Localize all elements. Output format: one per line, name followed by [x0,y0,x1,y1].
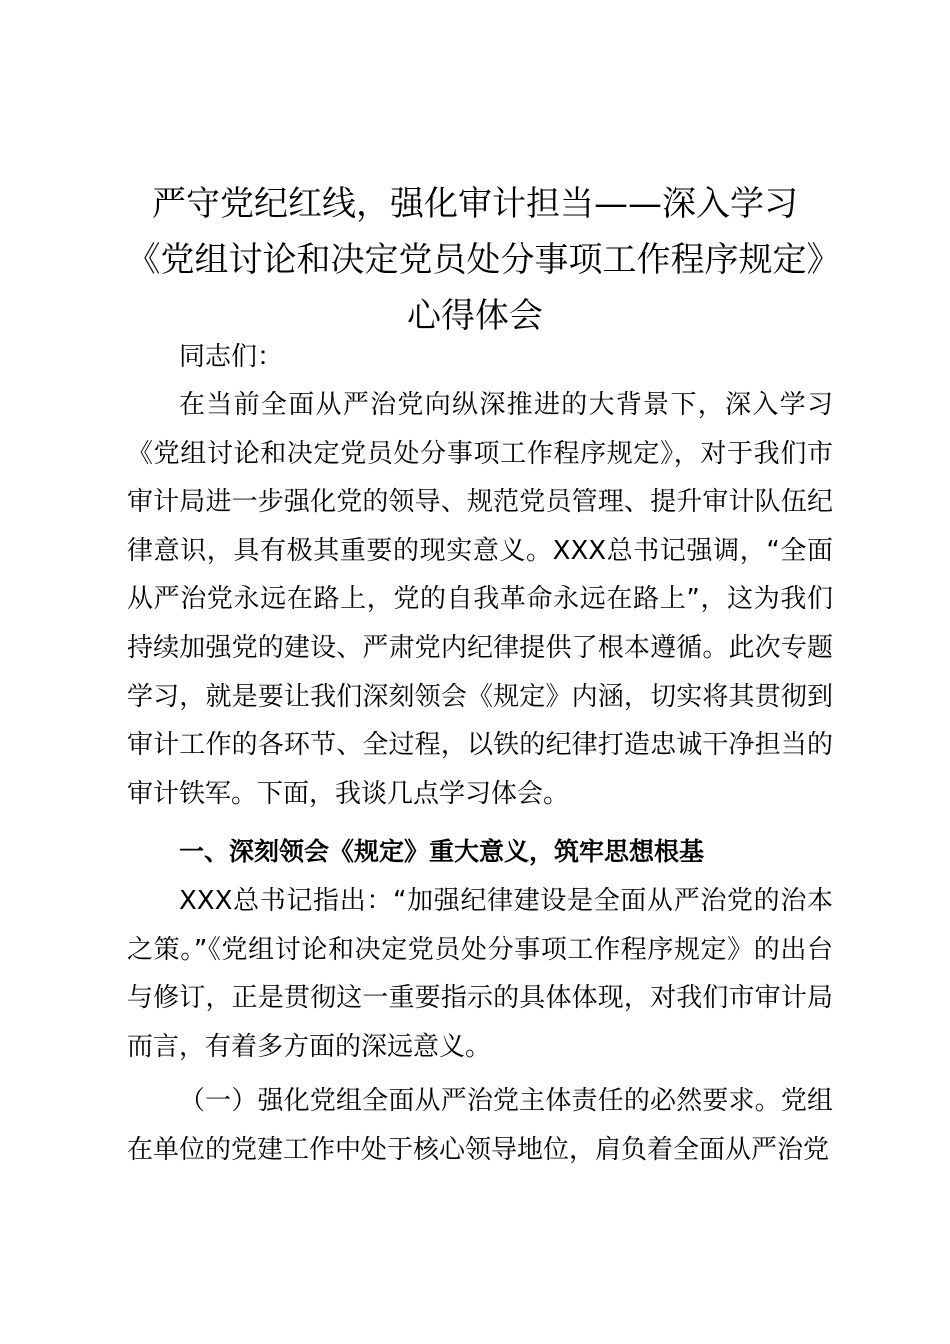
section-heading-1: 一、深刻领会《规定》重大意义，筑牢思想根基 [179,837,705,866]
paragraph-intro [127,381,833,818]
paragraph-intro-text: 在当前全面从严治党向纵深推进的大背景下，深入学习《党组讨论和决定党员处分事项工作程序规定》，对于我们市审计局进一步强化党的领导、规范党员管理、提升审计队伍纪律意识，具有极其重要的现实意义。XXX总书记强调，“全面从严治党永远在路上，党的自我革命永远在路上”，这为我们持续加强党的建设、严肃党内纪律提供了根本遵循。此次专题学习，就是要让我们深刻领会《规定》内涵，切实将其贯彻到审计工作的各环节、全过程，以铁的纪律打造忠诚干净担当的审计铁军。下面，我谈几点学习体会。 [127,390,833,809]
paragraph-subsection-1 [127,1077,833,1174]
paragraph-section-1 [127,877,833,1071]
paragraph-subsection-1-text: （一）强化党组全面从严治党主体责任的必然要求。党组在单位的党建工作中处于核心领导地位，肩负着全面从严治党 [127,1086,833,1165]
salutation [127,333,833,382]
document-title: 严守党纪红线，强化审计担当——深入学习《党组讨论和决定党员处分事项工作程序规定》心得体会 [126,184,824,336]
salutation-text: 同志们： [179,342,284,372]
paragraph-section-1-text: XXX总书记指出：“加强纪律建设是全面从严治党的治本之策。”《党组讨论和决定党员处分事项工作程序规定》的出台与修订，正是贯彻这一重要指示的具体体现，对我们市审计局而言，有着多方面的深远意义。 [127,886,833,1062]
